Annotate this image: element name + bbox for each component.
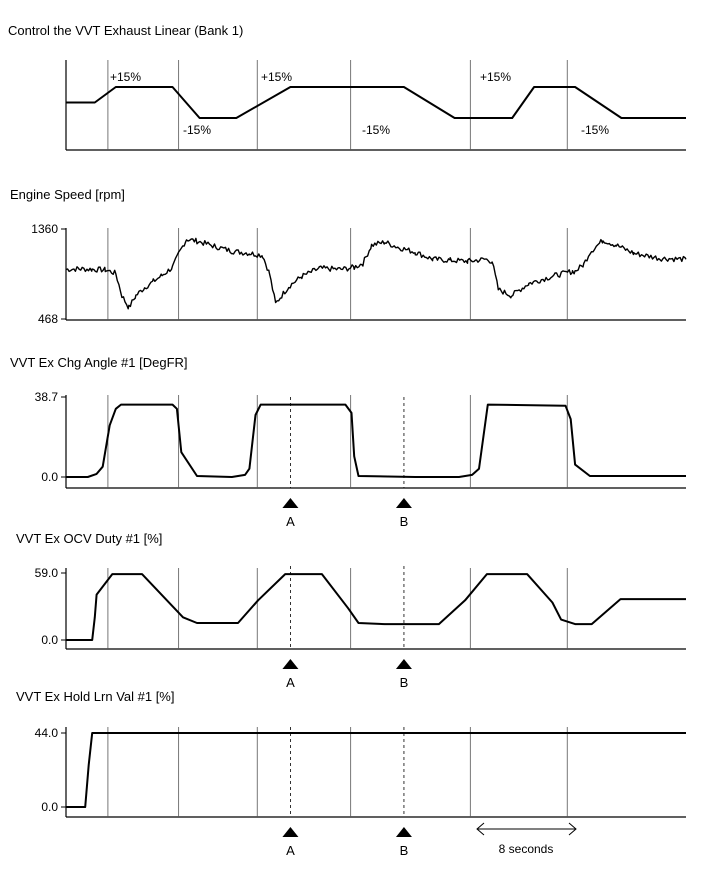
- marker-label: B: [399, 675, 409, 690]
- series-line: [66, 574, 686, 640]
- y-tick-label: 1360: [31, 222, 58, 236]
- annotation-label: -15%: [581, 123, 610, 137]
- panel-title: Engine Speed [rpm]: [10, 187, 125, 202]
- panel-ocv-duty: [16, 531, 686, 690]
- annotation-label: -15%: [362, 123, 391, 137]
- marker-label: A: [286, 843, 295, 858]
- y-tick-label: 59.0: [34, 566, 58, 580]
- panel-engine-speed: [10, 187, 686, 326]
- marker-triangle-icon: [282, 498, 298, 508]
- annotation-label: +15%: [110, 70, 142, 84]
- panel-title: VVT Ex Hold Lrn Val #1 [%]: [16, 689, 175, 704]
- marker-triangle-icon: [282, 827, 298, 837]
- panel-title: Control the VVT Exhaust Linear (Bank 1): [8, 23, 244, 38]
- marker-label: B: [399, 843, 409, 858]
- marker-triangle-icon: [396, 498, 412, 508]
- y-tick-label: 44.0: [34, 726, 58, 740]
- series-line: [66, 405, 686, 477]
- marker-triangle-icon: [282, 659, 298, 669]
- annotation-label: +15%: [480, 70, 512, 84]
- marker-label: A: [286, 514, 295, 529]
- y-tick-label: 0.0: [41, 800, 58, 814]
- panel-control-vvt: [8, 23, 686, 150]
- panel-title: VVT Ex OCV Duty #1 [%]: [16, 531, 163, 546]
- marker-triangle-icon: [396, 659, 412, 669]
- panel-chg-angle: [10, 355, 686, 529]
- marker-label: A: [286, 675, 295, 690]
- panel-hold-lrn: [16, 689, 686, 858]
- series-line: [66, 238, 686, 308]
- series-line: [66, 733, 686, 807]
- panel-title: VVT Ex Chg Angle #1 [DegFR]: [10, 355, 188, 370]
- y-tick-label: 0.0: [41, 470, 58, 484]
- annotation-label: +15%: [261, 70, 293, 84]
- duration-label: 8 seconds: [498, 842, 554, 856]
- series-line: [66, 87, 686, 118]
- y-tick-label: 0.0: [41, 633, 58, 647]
- marker-label: B: [399, 514, 409, 529]
- annotation-label: -15%: [183, 123, 212, 137]
- marker-triangle-icon: [396, 827, 412, 837]
- y-tick-label: 38.7: [34, 390, 58, 404]
- y-tick-label: 468: [37, 312, 58, 326]
